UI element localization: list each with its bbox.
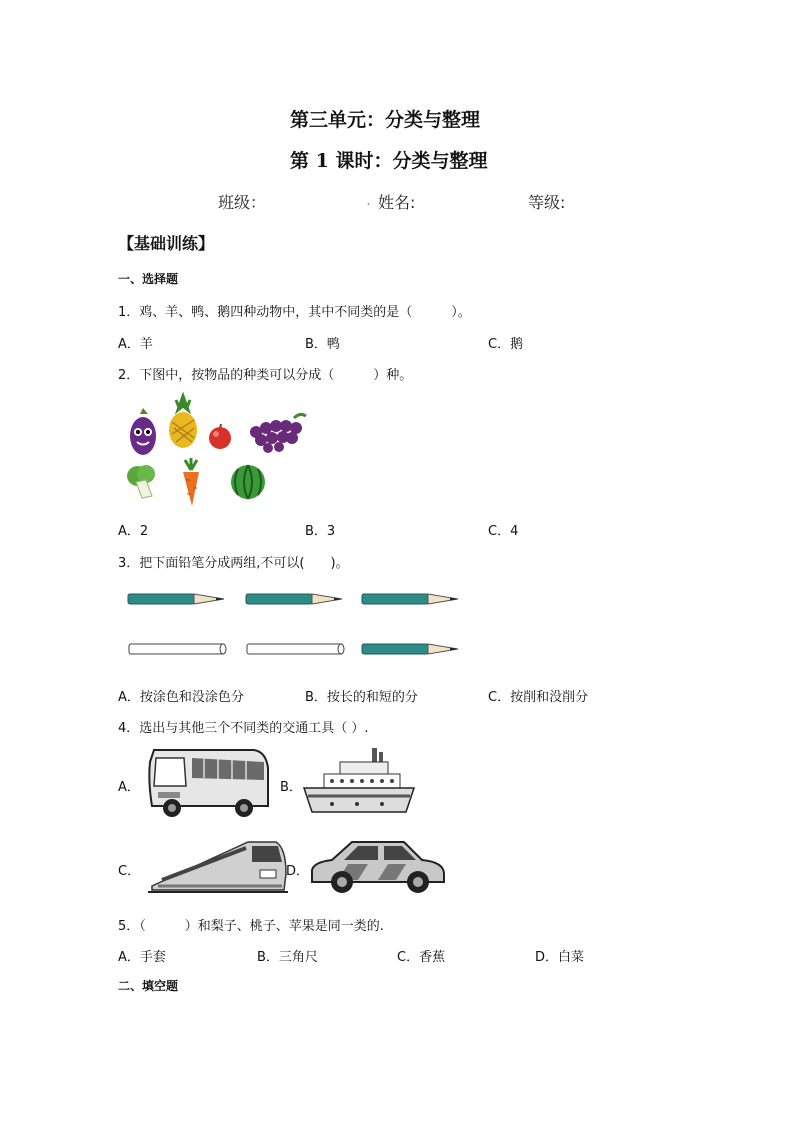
class-label: 班级： — [218, 193, 267, 212]
q2-option-a: A．2 — [118, 524, 149, 539]
pineapple-icon — [166, 394, 200, 450]
eggplant-icon — [126, 404, 160, 456]
q2-option-c: C．4 — [488, 524, 519, 539]
question-2: 2．下图中，按物品的种类可以分成（ ）种。 — [118, 368, 413, 383]
q2-option-b: B．3 — [305, 524, 336, 539]
q3-option-a: A．按涂色和没涂色分 — [118, 690, 244, 705]
page-title: 第三单元：分类与整理 — [290, 109, 481, 131]
q5-option-a: A．手套 — [118, 950, 166, 965]
q1-option-b: B．鸭 — [305, 337, 340, 352]
q1-option-c: C．鹅 — [488, 337, 524, 352]
lesson-subtitle: 第 1 课时：分类与整理 — [290, 150, 488, 172]
car-icon — [308, 834, 448, 894]
colored-sharpened-pencil-icon — [246, 592, 342, 606]
q4-label-b: B． — [280, 780, 302, 795]
blank-unsharpened-pencil-icon — [128, 642, 228, 656]
q3-option-c: C．按削和没削分 — [488, 690, 589, 705]
q1-option-a: A．羊 — [118, 337, 153, 352]
question-1: 1．鸡、羊、鸭、鹅四种动物中，其中不同类的是（ ）。 — [118, 305, 471, 320]
q5-option-b: B．三角尺 — [257, 950, 318, 965]
watermelon-icon — [230, 464, 266, 500]
question-5: 5．（ ）和梨子、桃子、苹果是同一类的. — [118, 919, 384, 934]
q4-label-d: D． — [286, 864, 310, 879]
grapes-icon — [246, 410, 308, 454]
q5-option-d: D．白菜 — [535, 950, 585, 965]
colored-sharpened-pencil-icon — [362, 592, 458, 606]
section-basic-training: 【基础训练】 — [118, 234, 215, 253]
grade-label: 等级: — [528, 193, 566, 212]
q4-label-c: C． — [118, 864, 141, 879]
colored-sharpened-pencil-icon — [128, 592, 224, 606]
blank-unsharpened-pencil-icon — [246, 642, 346, 656]
bus-icon — [144, 742, 270, 820]
q4-label-a: A． — [118, 780, 140, 795]
train-icon — [148, 834, 288, 896]
carrot-icon — [177, 458, 205, 508]
colored-sharpened-pencil-icon — [362, 642, 458, 656]
part1-heading: 一、选择题 — [118, 272, 179, 286]
question-3: 3．把下面铅笔分成两组,不可以( )。 — [118, 556, 349, 571]
apple-icon — [206, 422, 234, 450]
part2-heading: 二、填空题 — [118, 979, 179, 993]
bok-choy-icon — [124, 462, 158, 502]
q5-option-c: C．香蕉 — [397, 950, 446, 965]
name-label: 姓名: — [378, 193, 416, 212]
question-4: 4．选出与其他三个不同类的交通工具（ ）. — [118, 721, 369, 736]
q3-option-b: B．按长的和短的分 — [305, 690, 418, 705]
dot-mark: . — [366, 190, 372, 209]
ship-icon — [302, 746, 416, 816]
